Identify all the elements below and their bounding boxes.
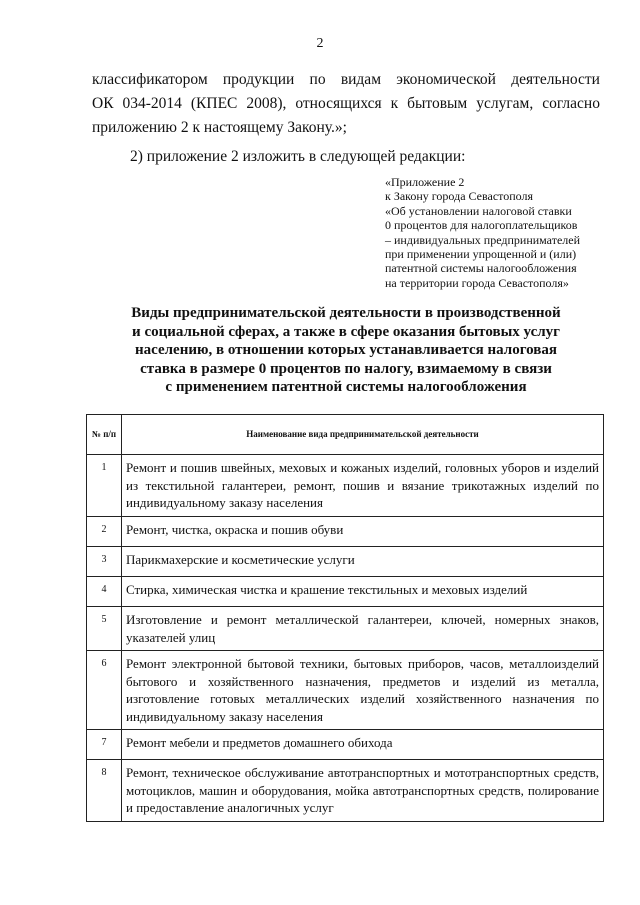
appendix-line: «Об установлении налоговой ставки	[385, 203, 572, 218]
row-number: 4	[87, 577, 122, 607]
activity-types-table	[86, 414, 604, 822]
row-number: 1	[87, 455, 122, 517]
intro-line-1	[92, 68, 600, 92]
row-number: 2	[87, 517, 122, 547]
row-number: 8	[87, 760, 122, 822]
word: к	[390, 95, 399, 112]
table-row	[87, 517, 604, 547]
word: деятельности	[511, 71, 600, 88]
word: относящихся	[295, 95, 382, 112]
header-number: № п/п	[87, 415, 122, 455]
table-row	[87, 730, 604, 760]
appendix-line: к Закону города Севастополя	[385, 189, 534, 204]
word: (КПЕС	[190, 95, 238, 112]
word: согласно	[542, 95, 600, 112]
appendix-line: 0 процентов для налогоплательщиков	[385, 218, 578, 233]
table-row	[87, 607, 604, 651]
row-activity: Ремонт мебели и предметов домашнего обихода	[122, 730, 604, 760]
appendix-line: патентной системы налогообложения	[385, 261, 577, 276]
row-number: 5	[87, 607, 122, 651]
word: услугам,	[476, 95, 534, 112]
table-row	[87, 651, 604, 730]
heading-line: и социальной сферах, а также в сфере оказания бытовых услуг	[132, 323, 560, 340]
document-heading	[92, 304, 600, 397]
row-number: 3	[87, 547, 122, 577]
heading-line: населению, в отношении которых устанавливается налоговая	[135, 342, 557, 358]
table-header-row	[87, 415, 604, 455]
word: ОК	[92, 95, 114, 112]
amendment-item-2: 2) приложение 2 изложить в следующей редакции:	[130, 148, 466, 165]
row-activity: Ремонт, техническое обслуживание автотранспортных и мототранспортных средств, мотоциклов, машин и оборудования, мойка автотранспортных средств, полирование и предоставление аналогичных услуг	[122, 760, 604, 822]
word: 2008),	[246, 95, 287, 112]
row-number: 7	[87, 730, 122, 760]
appendix-line: «Приложение 2	[385, 175, 465, 189]
header-activity-name: Наименование вида предпринимательской деятельности	[122, 415, 604, 455]
appendix-header	[385, 175, 605, 290]
table-row	[87, 547, 604, 577]
intro-line-2	[92, 92, 600, 116]
word: видам	[340, 71, 382, 88]
heading-line: с применением патентной системы налогообложения	[165, 379, 527, 395]
row-activity: Ремонт и пошив швейных, меховых и кожаных изделий, головных уборов и изделий из текстильной галантереи, ремонт, пошив и вязание трикотажных изделий по индивидуальному заказу населения	[122, 455, 604, 517]
row-activity: Ремонт электронной бытовой техники, бытовых приборов, часов, металлоизделий бытового и хозяйственного назначения, предметов и изделий из металла, изготовление готовых металлических изделий хозяйственного назначения по индивидуальному заказу населения	[122, 651, 604, 730]
table-body	[87, 455, 604, 822]
word: по	[309, 71, 326, 88]
row-number: 6	[87, 651, 122, 730]
word: классификатором	[92, 71, 208, 88]
row-activity: Стирка, химическая чистка и крашение текстильных и меховых изделий	[122, 577, 604, 607]
word: 034-2014	[122, 95, 182, 112]
table-row	[87, 577, 604, 607]
appendix-line: – индивидуальных предпринимателей	[385, 232, 580, 247]
appendix-line: при применении упрощенной и (или)	[385, 247, 577, 262]
table-row	[87, 455, 604, 517]
heading-line: ставка в размере 0 процентов по налогу, взимаемому в связи	[140, 360, 552, 377]
appendix-line: на территории города Севастополя»	[385, 275, 569, 290]
word: бытовым	[407, 95, 468, 112]
row-activity: Парикмахерские и косметические услуги	[122, 547, 604, 577]
table-row	[87, 760, 604, 822]
intro-line-3: приложению 2 к настоящему Закону.»;	[92, 119, 347, 136]
heading-line: Виды предпринимательской деятельности в производственной	[131, 305, 561, 321]
page-number: 2	[316, 36, 324, 51]
word: продукции	[222, 71, 295, 88]
word: экономической	[396, 71, 496, 88]
row-activity: Ремонт, чистка, окраска и пошив обуви	[122, 517, 604, 547]
intro-paragraph	[92, 68, 600, 140]
row-activity: Изготовление и ремонт металлической галантереи, ключей, номерных знаков, указателей улиц	[122, 607, 604, 651]
